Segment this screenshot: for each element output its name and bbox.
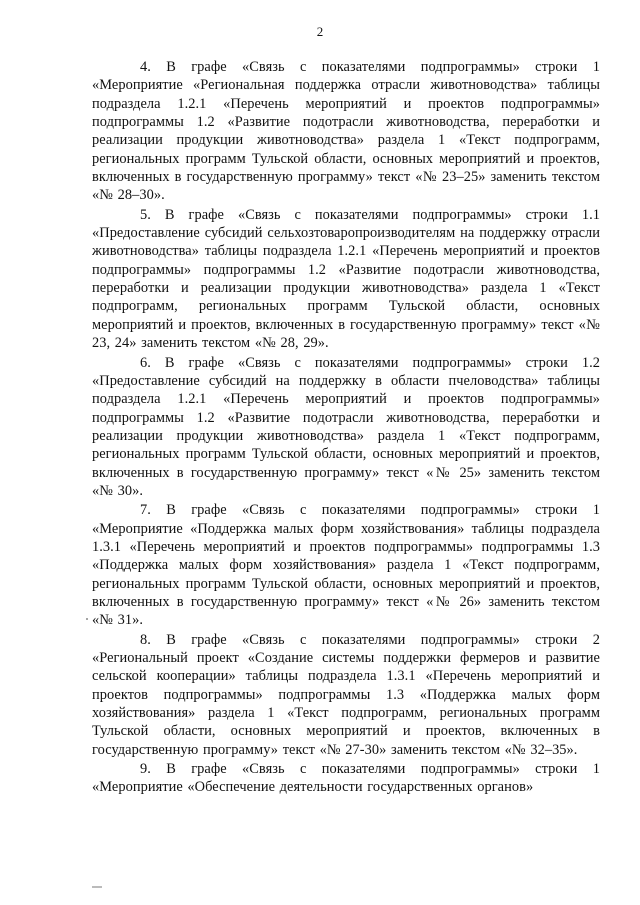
paragraph-item-7: 7. В графе «Связь с показателями подпрограммы» строки 1 «Мероприятие «Поддержка малых форм хозяйствования» таблицы подраздела 1.3.1 «Перечень мероприятий и проектов подпрограммы» подпрограммы 1.3 «Поддержка малых форм хозяйствования» раздела 1 «Текст подпрограмм, региональных программ Тульской области, основных мероприятий и проектов, включенных в государственную программу» текст «№ 26» заменить текстом «№ 31». bbox=[92, 502, 600, 629]
paragraph-item-4: 4. В графе «Связь с показателями подпрограммы» строки 1 «Мероприятие «Региональная поддержка отрасли животноводства» таблицы подраздела 1.2.1 «Перечень мероприятий и проектов подпрограммы» подпрограммы 1.2 «Развитие подотрасли животноводства, переработки и реализации продукции животноводства» раздела 1 «Текст подпрограмм, региональных программ Тульской области, основных мероприятий и проектов, включенных в государственную программу» текст «№ 23–25» заменить текстом «№ 28–30». bbox=[92, 59, 600, 204]
scan-speck bbox=[86, 618, 88, 620]
footer-mark bbox=[92, 886, 102, 888]
page-number: 2 bbox=[316, 24, 324, 39]
document-body bbox=[92, 58, 600, 798]
paragraph-item-9: 9. В графе «Связь с показателями подпрограммы» строки 1 «Мероприятие «Обеспечение деятельности государственных органов» bbox=[92, 761, 600, 796]
paragraph-item-5: 5. В графе «Связь с показателями подпрограммы» строки 1.1 «Предоставление субсидий сельхозтоваропроизводителям на поддержку отрасли животноводства» таблицы подраздела 1.2.1 «Перечень мероприятий и проектов подпрограммы» подпрограммы 1.2 «Развитие подотрасли животноводства, переработки и реализации продукции животноводства» раздела 1 «Текст подпрограмм, региональных программ Тульской области, основных мероприятий и проектов, включенных в государственную программу» текст «№ 23, 24» заменить текстом «№ 28, 29». bbox=[92, 206, 600, 352]
paragraph-item-6: 6. В графе «Связь с показателями подпрограммы» строки 1.2 «Предоставление субсидий на поддержку в области пчеловодства» таблицы подраздела 1.2.1 «Перечень мероприятий и проектов подпрограммы» подпрограммы 1.2 «Развитие подотрасли животноводства, переработки и реализации продукции животноводства» раздела 1 «Текст подпрограмм, региональных программ Тульской области, основных мероприятий и проектов, включенных в государственную программу» текст «№ 25» заменить текстом «№ 30». bbox=[92, 354, 600, 499]
paragraph-item-8: 8. В графе «Связь с показателями подпрограммы» строки 2 «Региональный проект «Создание системы поддержки фермеров и развитие сельской кооперации» таблицы подраздела 1.3.1 «Перечень мероприятий и проектов подпрограммы» подпрограммы 1.3 «Поддержка малых форм хозяйствования» раздела 1 «Текст подпрограмм, региональных программ Тульской области, основных мероприятий и проектов, включенных в государственную программу» текст «№ 27-30» заменить текстом «№ 32–35». bbox=[92, 631, 600, 758]
